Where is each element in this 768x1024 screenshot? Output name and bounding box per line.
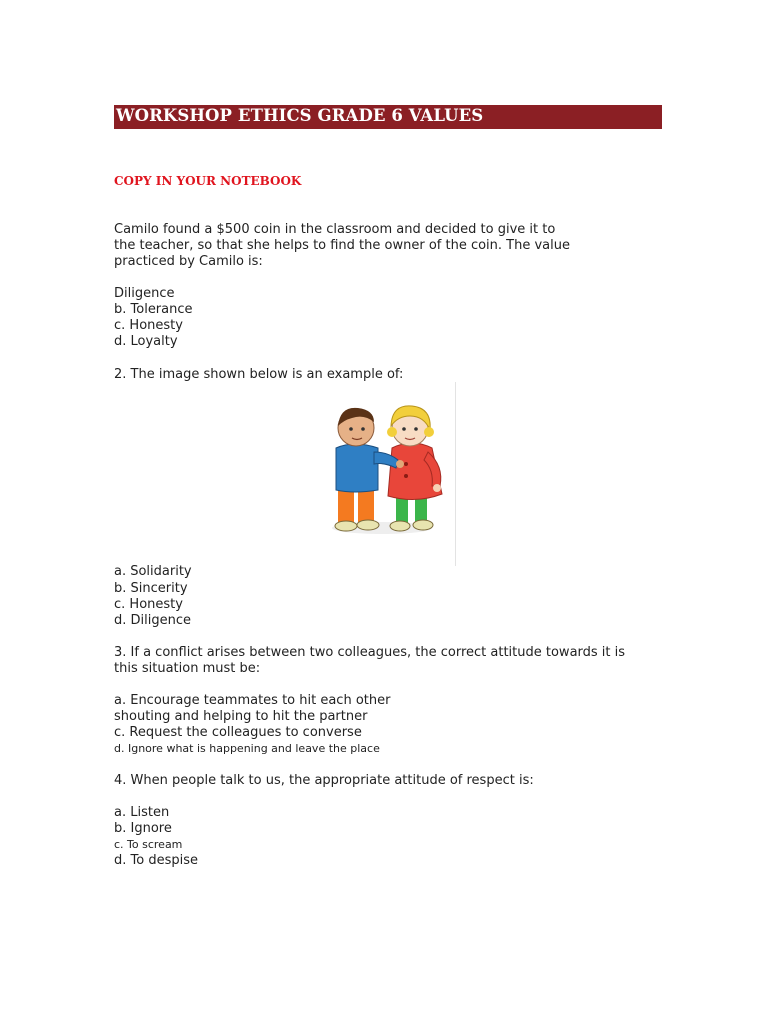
q1-text-line-1: Camilo found a $500 coin in the classroom and decided to give it to [114, 222, 556, 237]
q4-option-d: d. To despise [114, 853, 198, 868]
q2-option-c: c. Honesty [114, 597, 183, 612]
q4-option-c: c. To scream [114, 838, 183, 851]
q4-option-a: a. Listen [114, 805, 170, 820]
q3-option-d: d. Ignore what is happening and leave the place [114, 742, 380, 755]
q1-text-line-3: practiced by Camilo is: [114, 254, 263, 269]
subtitle: COPY IN YOUR NOTEBOOK [114, 174, 302, 188]
q2-option-b: b. Sincerity [114, 581, 188, 596]
q4-option-b: b. Ignore [114, 821, 172, 836]
q3-option-c: c. Request the colleagues to converse [114, 725, 362, 740]
q3-option-a: a. Encourage teammates to hit each other [114, 693, 391, 708]
two-children-image [320, 382, 455, 566]
q1-option-a: Diligence [114, 286, 175, 301]
children-illustration [320, 382, 456, 566]
page-title: WORKSHOP ETHICS GRADE 6 VALUES [116, 106, 484, 125]
q1-option-c: c. Honesty [114, 318, 183, 333]
girl-figure [387, 406, 442, 531]
title-bar [114, 105, 662, 129]
q3-text-line-1: 3. If a conflict arises between two colleagues, the correct attitude towards it is [114, 645, 626, 660]
q4-text: 4. When people talk to us, the appropriate attitude of respect is: [114, 773, 534, 788]
q1-option-b: b. Tolerance [114, 302, 193, 317]
q1-text-line-2: the teacher, so that she helps to find the owner of the coin. The value [114, 238, 570, 253]
q1-option-d: d. Loyalty [114, 334, 178, 349]
q2-text: 2. The image shown below is an example of: [114, 367, 404, 382]
q2-option-d: d. Diligence [114, 613, 191, 628]
q3-option-b: shouting and helping to hit the partner [114, 709, 368, 724]
q3-text-line-2: this situation must be: [114, 661, 261, 676]
q2-option-a: a. Solidarity [114, 564, 192, 579]
